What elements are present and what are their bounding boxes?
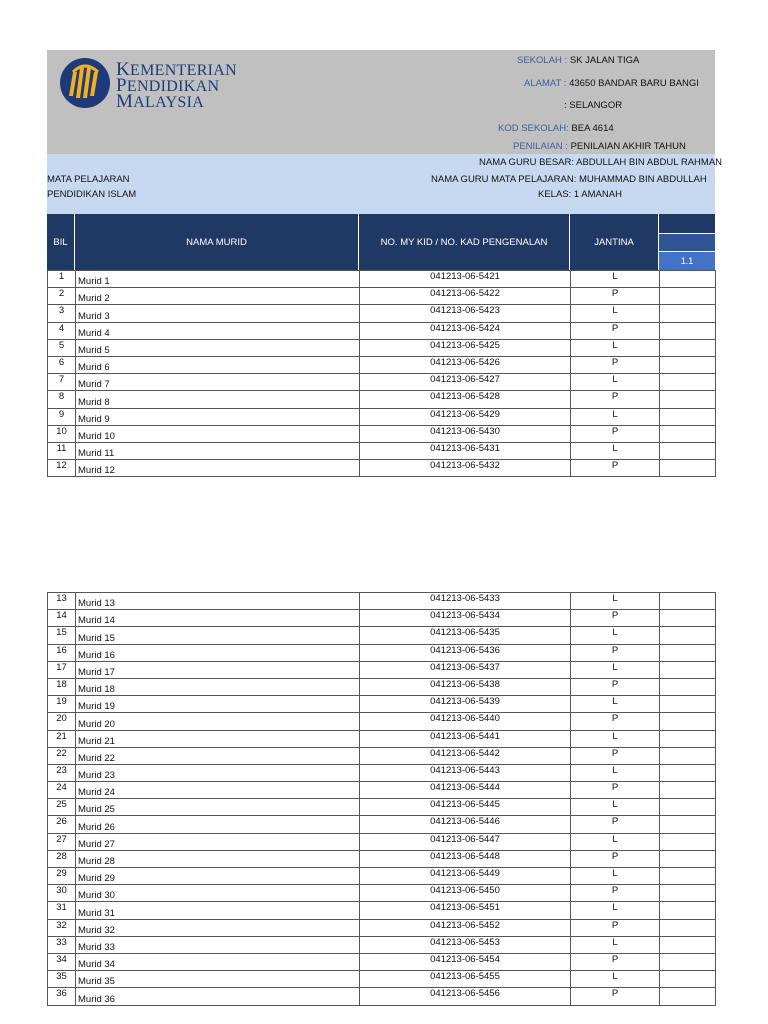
cell-bil: 27 [48,833,76,850]
cell-bil: 23 [48,764,76,781]
cell-jantina: L [571,971,660,988]
cell-kid: 041213-06-5422 [360,288,571,305]
cell-jantina: P [571,988,660,1005]
table-row [48,593,716,610]
header-extra-top [659,214,715,234]
cell-nama: Murid 34 [76,953,360,970]
cell-jantina: L [571,442,660,459]
logo-line-1: KEMENTERIAN [116,59,238,80]
cell-nama: Murid 29 [76,868,360,885]
cell-kid: 041213-06-5441 [360,730,571,747]
cell-nama: Murid 14 [76,610,360,627]
kelas: KELAS: 1 AMANAH [538,189,622,200]
table-row [48,610,716,627]
cell-kid: 041213-06-5447 [360,833,571,850]
cell-nama: Murid 4 [76,322,360,339]
table-row [48,764,716,781]
cell-mark[interactable] [660,953,716,970]
cell-nama: Murid 13 [76,593,360,610]
cell-kid: 041213-06-5446 [360,816,571,833]
cell-jantina: P [571,782,660,799]
mata-pelajaran-value: PENDIDIKAN ISLAM [47,189,137,200]
sekolah-row [517,55,639,66]
table-row [48,356,716,373]
cell-mark[interactable] [660,782,716,799]
cell-jantina: L [571,936,660,953]
cell-jantina: P [571,885,660,902]
guru-besar: NAMA GURU BESAR: ABDULLAH BIN ABDUL RAHMAN [479,157,723,168]
cell-nama: Murid 21 [76,730,360,747]
header-jantina: JANTINA [570,214,659,270]
cell-nama: Murid 17 [76,661,360,678]
cell-mark[interactable] [660,644,716,661]
alamat-value: 43650 BANDAR BARU BANGI [569,78,699,89]
cell-jantina: P [571,322,660,339]
cell-jantina: L [571,271,660,288]
cell-bil: 36 [48,988,76,1005]
table-row [48,730,716,747]
cell-bil: 32 [48,919,76,936]
table-row [48,460,716,477]
cell-kid: 041213-06-5434 [360,610,571,627]
cell-jantina: L [571,305,660,322]
cell-bil: 10 [48,425,76,442]
cell-jantina: L [571,730,660,747]
cell-mark[interactable] [660,460,716,477]
cell-bil: 6 [48,356,76,373]
kod-sekolah-row [498,123,614,134]
table-row [48,374,716,391]
cell-bil: 5 [48,339,76,356]
cell-mark[interactable] [660,816,716,833]
cell-nama: Murid 25 [76,799,360,816]
cell-nama: Murid 12 [76,460,360,477]
cell-nama: Murid 24 [76,782,360,799]
table-row [48,339,716,356]
cell-jantina: L [571,902,660,919]
table-row [48,696,716,713]
cell-nama: Murid 35 [76,971,360,988]
kod-sekolah-label: KOD SEKOLAH: [498,123,569,134]
table-row [48,661,716,678]
kpm-logo [59,56,238,112]
cell-jantina: L [571,799,660,816]
cell-mark[interactable] [660,696,716,713]
cell-mark[interactable] [660,627,716,644]
cell-mark[interactable] [660,988,716,1005]
table-row [48,678,716,695]
logo-line-3: MALAYSIA [116,91,205,112]
cell-jantina: P [571,425,660,442]
sekolah-value: SK JALAN TIGA [569,55,640,66]
table-row [48,936,716,953]
cell-bil: 3 [48,305,76,322]
cell-kid: 041213-06-5440 [360,713,571,730]
cell-kid: 041213-06-5453 [360,936,571,953]
cell-nama: Murid 31 [76,902,360,919]
logo-line-2: PENDIDIKAN [116,75,220,96]
table-row [48,988,716,1005]
cell-bil: 34 [48,953,76,970]
cell-jantina: L [571,833,660,850]
cell-bil: 21 [48,730,76,747]
cell-kid: 041213-06-5456 [360,988,571,1005]
cell-bil: 31 [48,902,76,919]
cell-kid: 041213-06-5448 [360,850,571,867]
cell-nama: Murid 23 [76,764,360,781]
mata-pelajaran-label: MATA PELAJARAN [47,174,130,185]
alamat-value-2: : SELANGOR [564,100,623,111]
cell-nama: Murid 7 [76,374,360,391]
cell-bil: 1 [48,271,76,288]
cell-mark[interactable] [660,868,716,885]
cell-kid: 041213-06-5439 [360,696,571,713]
cell-kid: 041213-06-5438 [360,678,571,695]
penilaian-value: PENILAIAN AKHIR TAHUN [570,141,686,152]
cell-bil: 13 [48,593,76,610]
subject-band [47,154,723,214]
cell-mark[interactable] [660,919,716,936]
cell-jantina: L [571,868,660,885]
cell-bil: 20 [48,713,76,730]
cell-nama: Murid 22 [76,747,360,764]
student-table-page-1 [47,270,716,477]
cell-kid: 041213-06-5431 [360,442,571,459]
cell-jantina: L [571,593,660,610]
cell-jantina: P [571,953,660,970]
cell-bil: 35 [48,971,76,988]
table-row [48,902,716,919]
cell-nama: Murid 10 [76,425,360,442]
cell-kid: 041213-06-5427 [360,374,571,391]
cell-mark[interactable] [660,593,716,610]
school-header [47,50,715,154]
penilaian-row [513,141,686,152]
cell-mark[interactable] [660,850,716,867]
table-row [48,799,716,816]
cell-mark[interactable] [660,374,716,391]
cell-kid: 041213-06-5444 [360,782,571,799]
cell-mark[interactable] [660,339,716,356]
cell-mark[interactable] [660,885,716,902]
table-row [48,850,716,867]
cell-nama: Murid 3 [76,305,360,322]
cell-nama: Murid 1 [76,271,360,288]
table-row [48,713,716,730]
cell-nama: Murid 36 [76,988,360,1005]
cell-kid: 041213-06-5432 [360,460,571,477]
cell-jantina: P [571,610,660,627]
cell-mark[interactable] [660,610,716,627]
cell-mark[interactable] [660,271,716,288]
table-row [48,288,716,305]
table-row [48,644,716,661]
cell-kid: 041213-06-5425 [360,339,571,356]
table-row [48,747,716,764]
cell-kid: 041213-06-5424 [360,322,571,339]
alamat-label: ALAMAT : [524,78,567,89]
student-table-page-2 [47,592,716,1006]
cell-bil: 30 [48,885,76,902]
cell-nama: Murid 15 [76,627,360,644]
table-row [48,425,716,442]
cell-nama: Murid 26 [76,816,360,833]
cell-bil: 16 [48,644,76,661]
cell-bil: 2 [48,288,76,305]
penilaian-label: PENILAIAN : [513,141,568,152]
cell-jantina: L [571,696,660,713]
table-row [48,442,716,459]
table-row [48,408,716,425]
cell-kid: 041213-06-5426 [360,356,571,373]
cell-bil: 18 [48,678,76,695]
cell-jantina: P [571,460,660,477]
cell-jantina: L [571,339,660,356]
cell-nama: Murid 20 [76,713,360,730]
cell-bil: 11 [48,442,76,459]
cell-mark[interactable] [660,971,716,988]
cell-bil: 7 [48,374,76,391]
cell-mark[interactable] [660,936,716,953]
header-nama: NAMA MURID [75,214,359,270]
cell-kid: 041213-06-5451 [360,902,571,919]
cell-kid: 041213-06-5433 [360,593,571,610]
cell-kid: 041213-06-5443 [360,764,571,781]
cell-jantina: P [571,288,660,305]
kpm-crest-icon [59,56,113,110]
cell-jantina: P [571,678,660,695]
cell-jantina: L [571,408,660,425]
alamat-row [524,78,699,89]
cell-nama: Murid 9 [76,408,360,425]
cell-mark[interactable] [660,833,716,850]
cell-bil: 26 [48,816,76,833]
cell-mark[interactable] [660,661,716,678]
cell-nama: Murid 16 [76,644,360,661]
cell-kid: 041213-06-5436 [360,644,571,661]
cell-jantina: P [571,356,660,373]
table-row [48,833,716,850]
cell-mark[interactable] [660,288,716,305]
cell-bil: 9 [48,408,76,425]
cell-jantina: L [571,764,660,781]
cell-jantina: P [571,644,660,661]
cell-jantina: P [571,391,660,408]
cell-mark[interactable] [660,902,716,919]
cell-mark[interactable] [660,442,716,459]
cell-kid: 041213-06-5430 [360,425,571,442]
cell-mark[interactable] [660,799,716,816]
cell-bil: 12 [48,460,76,477]
cell-kid: 041213-06-5445 [360,799,571,816]
cell-nama: Murid 32 [76,919,360,936]
cell-nama: Murid 28 [76,850,360,867]
cell-bil: 17 [48,661,76,678]
cell-kid: 041213-06-5452 [360,919,571,936]
sekolah-label: SEKOLAH : [517,55,568,66]
cell-mark[interactable] [660,408,716,425]
cell-kid: 041213-06-5429 [360,408,571,425]
cell-kid: 041213-06-5423 [360,305,571,322]
cell-jantina: P [571,747,660,764]
cell-jantina: P [571,713,660,730]
cell-bil: 25 [48,799,76,816]
cell-nama: Murid 27 [76,833,360,850]
cell-mark[interactable] [660,356,716,373]
cell-kid: 041213-06-5454 [360,953,571,970]
cell-mark[interactable] [660,322,716,339]
cell-mark[interactable] [660,730,716,747]
cell-bil: 24 [48,782,76,799]
cell-nama: Murid 2 [76,288,360,305]
cell-kid: 041213-06-5437 [360,661,571,678]
cell-bil: 8 [48,391,76,408]
cell-kid: 041213-06-5442 [360,747,571,764]
table-row [48,885,716,902]
cell-kid: 041213-06-5435 [360,627,571,644]
cell-jantina: L [571,627,660,644]
table-row [48,919,716,936]
cell-bil: 29 [48,868,76,885]
cell-bil: 28 [48,850,76,867]
header-bil: BIL [47,214,75,270]
cell-jantina: P [571,919,660,936]
cell-nama: Murid 11 [76,442,360,459]
table-row [48,953,716,970]
cell-kid: 041213-06-5421 [360,271,571,288]
cell-nama: Murid 5 [76,339,360,356]
table-row [48,782,716,799]
guru-mata-pelajaran: NAMA GURU MATA PELAJARAN: MUHAMMAD BIN ABDULLAH [431,174,707,185]
cell-bil: 4 [48,322,76,339]
cell-nama: Murid 18 [76,678,360,695]
kpm-wordmark [116,59,238,112]
table-row [48,305,716,322]
cell-jantina: P [571,816,660,833]
table-row [48,971,716,988]
cell-kid: 041213-06-5450 [360,885,571,902]
table-row [48,391,716,408]
cell-kid: 041213-06-5455 [360,971,571,988]
table-row [48,271,716,288]
header-extra-code: 1.1 [659,252,715,270]
cell-nama: Murid 19 [76,696,360,713]
cell-mark[interactable] [660,713,716,730]
cell-bil: 19 [48,696,76,713]
cell-bil: 33 [48,936,76,953]
alamat-row-2 [564,100,622,111]
cell-mark[interactable] [660,764,716,781]
cell-nama: Murid 33 [76,936,360,953]
table-row [48,816,716,833]
cell-jantina: P [571,850,660,867]
cell-nama: Murid 30 [76,885,360,902]
cell-bil: 22 [48,747,76,764]
cell-bil: 15 [48,627,76,644]
kod-sekolah-value: BEA 4614 [571,123,614,134]
header-extra-mid [659,234,715,252]
cell-kid: 041213-06-5449 [360,868,571,885]
cell-mark[interactable] [660,391,716,408]
table-row [48,322,716,339]
cell-mark[interactable] [660,747,716,764]
table-row [48,627,716,644]
table-row [48,868,716,885]
cell-bil: 14 [48,610,76,627]
cell-mark[interactable] [660,678,716,695]
cell-jantina: L [571,661,660,678]
cell-nama: Murid 8 [76,391,360,408]
cell-kid: 041213-06-5428 [360,391,571,408]
table-header [47,214,715,270]
header-kid: NO. MY KID / NO. KAD PENGENALAN [359,214,570,270]
cell-mark[interactable] [660,305,716,322]
cell-mark[interactable] [660,425,716,442]
cell-jantina: L [571,374,660,391]
cell-nama: Murid 6 [76,356,360,373]
